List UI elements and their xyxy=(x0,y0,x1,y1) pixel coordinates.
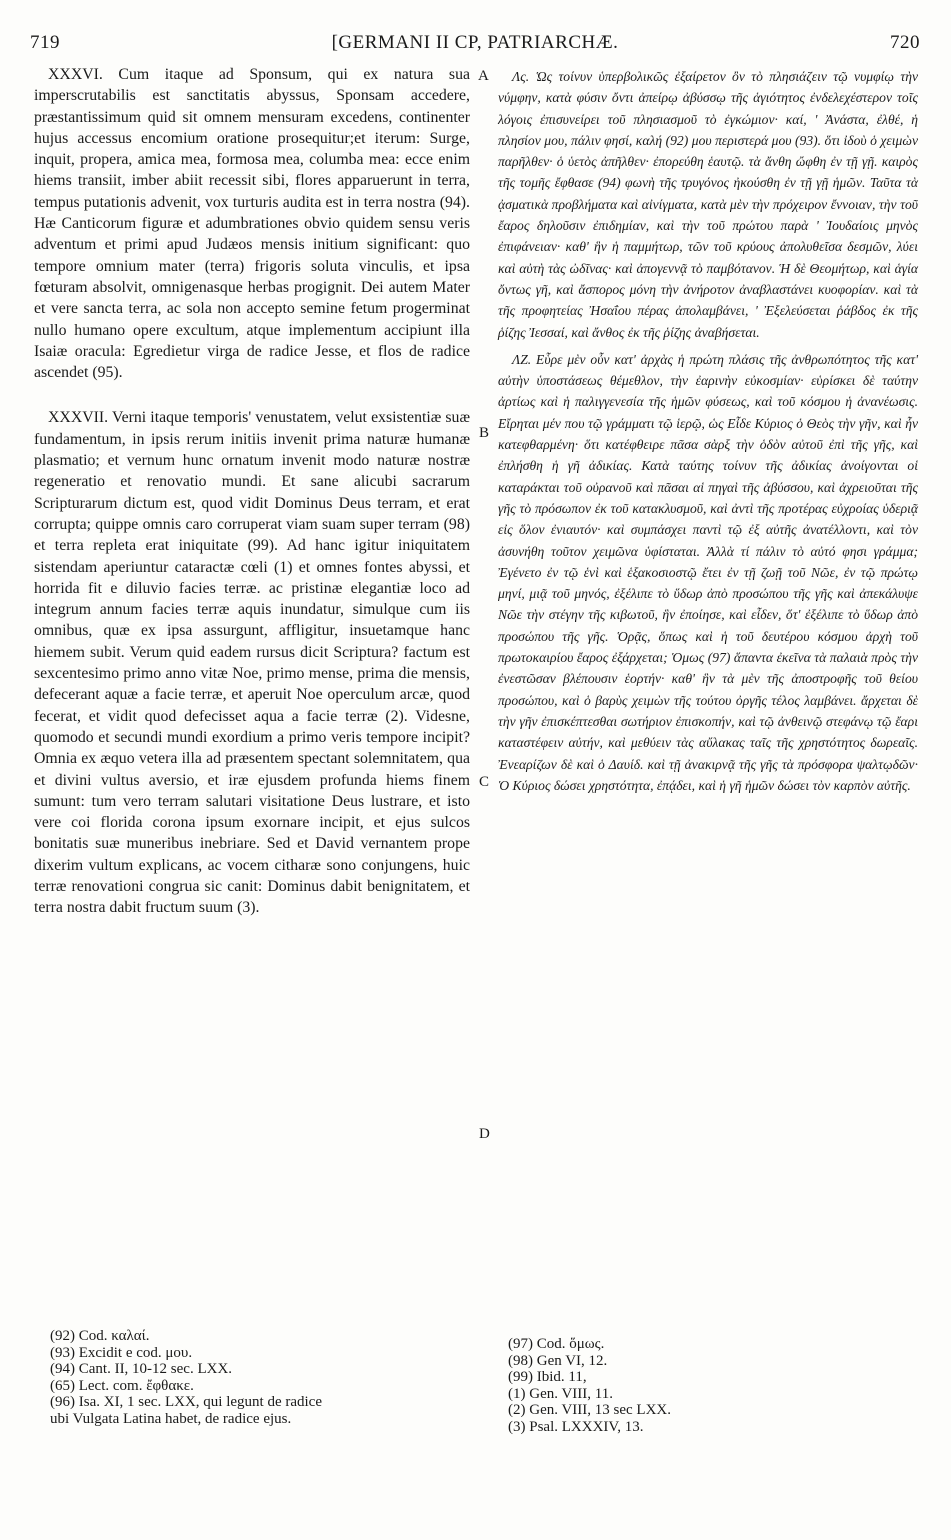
latin-paragraph-36: XXXVI. Cum itaque ad Sponsum, qui ex natura sua imperscrutabilis est sanctitatis abyssus, Sponsam accedere, præstantissimum quid sit omnem mensuram excedens, continenter hujus accessus encomium oratione prosequitur;et iterum: Surge, inquit, propera, amica mea, formosa mea, columba mea: ecce enim hiems transiit, imber abiit recessit sibi, flores apparuerunt in terra, tempus putationis advenit, vox turturis audita est in terra nostra (94). Hæ Canticorum figuræ et adumbrationes obvio quidem sensu veris adventum et primi apud Judæos mensis initium significant: quo tempore omnium mater (terra) frigoris soluta vinculis, et ipsa fœturam absolvit, omnigenasque herbas progignit. Dei autem Mater et vere sancta terra, ac sola non accepto semine fetum progerminat nullo humano opere excultum, atque implementum accipiunt illa Isaiæ oracula: Egredietur virga de radice Jesse, et flos de radice ascendet (95). xyxy=(34,66,470,382)
latin-paragraph-37: XXXVII. Verni itaque temporis' venustatem, velut exsistentiæ suæ fundamentum, in ipsis rerum initiis invenit prima naturæ humanæ plasmatio; et vernum hunc ornatum invenit modo naturæ nostræ regeneratio et renovatio mundi. Et sane alicubi sacrarum Scripturarum dictum est, quod vidit Dominus Deus terram, et erat corrupta; quippe omnis caro corruperat viam suam super terram (98) et terra repleta erat iniquitate (99). Ad hanc igitur iniquitatem sistendam aperiuntur cataractæ cœli (1) et omnes fontes abyssi, et horrida fit e diluvio facies terræ. ac pristinæ elegantiæ loco ad integrum annum facies terræ aquis inundatur, simulque cum iis omnibus, quæ ex ipsa assurgunt, affligitur, insuetamque hanc hiemem subit. Verum quid eadem rursus dicit Scriptura? factum est sexcentesimo primo anno vitæ Noe, primo mense, prima die mensis, defecerant aquæ a facie terræ, et aperuit Noe operculum arcæ, quod fecerat, et vidit quod defecisset aqua a facie terræ (2). Videsne, quomodo et secundi mundi exordium a primo veris tempore incipit? Omnia ex æquo vetera illa ad præsentem spectant solemnitatem, qua et divini vultus aversio, et iræ ejusdem profunda hiems finem sumunt: tum vero terram salutari visitatione Deus lustrare, et isto vere coi florida corona ipsum exornare incipit, et ejus sulcos bonitatis suæ muneribus inebriare. Sed et David vernantem prope dixerim vultum explicans, ac vocem citharæ sono conjungens, huic terræ renovationi congrua sic canit: Dominus dabit benignitatem, et terra nostra dabit fructum suum (3). xyxy=(34,409,470,917)
page-number-left: 719 xyxy=(30,32,60,53)
running-title: [GERMANI II CP, PATRIARCHÆ. xyxy=(331,32,619,53)
margin-letter-b: B xyxy=(479,425,490,441)
footnote: ubi Vulgata Latina habet, de radice ejus. xyxy=(50,1410,292,1427)
footnotes-left xyxy=(50,1328,322,1427)
footnote: (92) Cod. καλαί. xyxy=(50,1328,150,1344)
greek-column xyxy=(498,66,918,796)
running-header xyxy=(30,32,920,58)
margin-letter-a: A xyxy=(478,68,489,84)
greek-paragraph-36: Λς. Ὡς τοίνυν ὑπερβολικῶς ἐξαίρετον ὂν τὸ πλησιάζειν τῷ νυμφίῳ τὴν νύμφην, κατὰ φύσιν ὄντι ἀπείρῳ ἀβύσσῳ τῆς ἁγιότητος ἐνδελεχέστερον τοῖς λόγοις ἐπισυνείρει τοῦ πλησιασμοῦ τὸ ἐγκώμιον· καί, ' Ἀνάστα, ἐλθέ, ἡ πλησίον μου, πάλιν φησί, καλή (92) μου περιστερά μου (93). ὅτι ἰδοὺ ὁ χειμὼν παρῆλθεν· ὁ ὑετὸς ἀπῆλθεν· ἐπορεύθη ἑαυτῷ. τὰ ἄνθη ὤφθη ἐν τῇ γῇ. καιρὸς τῆς τομῆς ἔφθασε (94) φωνὴ τῆς τρυγόνος ἠκούσθη ἐν τῇ γῇ ἡμῶν. Ταῦτα τὰ ᾀσματικὰ προβλήματα καὶ αἰνίγματα, κατὰ μὲν τὴν πρόχειρον ἔννοιαν, τὴν τοῦ ἔαρος δηλοῦσιν ἐπιδημίαν, καὶ τὴν τοῦ πρώτου παρὰ ' Ἰουδαίοις μηνὸς ἐπιφάνειαν· καθ' ἣν ἡ παμμήτωρ, τῶν τοῦ κρύους ἀπολυθεῖσα δεσμῶν, λύει καὶ αὐτὴ τὰς ὠδῖνας· καὶ ἀπογεννᾷ τὸ παμβότανον. Ἡ δὲ Θεομήτωρ, καὶ ἁγία ὄντως γῆ, καὶ ἄσπορος μόνη τὴν ἀνήροτον ἀναβλαστάνει κυοφορίαν. καὶ τὰ τῆς προφητείας Ἠσαΐου πέρας ἀπολαμβάνει, ' Ἐξελεύσεται ῥάβδος ἐκ τῆς ῥίζης Ἰεσσαί, καὶ ἄνθος ἐκ τῆς ῥίζης ἀναβήσεται. xyxy=(498,69,918,340)
margin-letter-d: D xyxy=(479,1126,490,1142)
footnote: (93) Excidit e cod. μου. xyxy=(50,1344,193,1361)
footnotes-right xyxy=(508,1336,671,1435)
greek-paragraph-37: ΛΖ. Εὗρε μὲν οὖν κατ' ἀρχὰς ἡ πρώτη πλάσις τῆς ἀνθρωπότητος τῆς κατ' αὐτὴν ὑποστάσεως θέμεθλον, τὴν ἐαρινὴν εὐκοσμίαν· εὑρίσκει δὲ ταύτην ἀρτίως καὶ ἡ παλιγγενεσία τῆς ἡμῶν φύσεως, καὶ τοῦ κόσμου ἡ ἀνανέωσις. Εἴρηται μέν που τῷ γράμματι τῷ ἱερῷ, ὡς Εἶδε Κύριος ὁ Θεὸς τὴν γῆν, καὶ ἦν κατεφθαρμένη· ὅτι κατέφθειρε πᾶσα σὰρξ τὴν ὁδὸν αὐτοῦ ἐπὶ τῆς γῆς, καὶ ἐπλήσθη ἡ γῆ ἀδικίας. Κατὰ ταύτης τοίνυν τῆς ἀδικίας ἀνοίγονται οἱ καταράκται τοῦ οὐρανοῦ καὶ πᾶσαι αἱ πηγαὶ τῆς ἀβύσσου, καὶ ἀχρειοῦται τῆς γῆς τὸ πρόσωπον ἐκ τοῦ κατακλυσμοῦ, καὶ ἀντὶ τῆς προτέρας εὐχροίας ὑδεριᾷ εἰς ὅλον ἐνιαυτόν· καὶ συμπάσχει παντὶ τῷ ἐξ αὐτῆς ἀνατέλλοντι, καὶ τὸν ἀσυνήθη τοῦτον χειμῶνα ὑφίσταται. Ἀλλὰ τί πάλιν τὸ αὐτό φησι γράμμα; Ἐγένετο ἐν τῷ ἑνὶ καὶ ἑξακοσιοστῷ ἔτει ἐν τῇ ζωῇ τοῦ Νῶε, ἐν τῷ πρώτῳ μηνί, μιᾷ τοῦ μηνός, ἐξέλιπε τὸ ὕδωρ ἀπὸ προσώπου τῆς γῆς καὶ ἀπεκάλυψε Νῶε τὴν στέγην τῆς κιβωτοῦ, ἣν ἐποίησε, καὶ εἶδεν, ὅτ' ἐξέλιπε τὸ ὕδωρ ἀπὸ προσώπου τῆς γῆς. Ὁρᾷς, ὅπως καὶ ἡ τοῦ δευτέρου κόσμου ἀρχὴ τοῦ πρωτοκαιρίου ἔαρος ἐξάρχεται; Ὁμως (97) ἅπαντα ἐκεῖνα τὰ παλαιὰ πρὸς τὴν ἐνεστῶσαν βλέπουσιν ἑορτήν· καθ' ἣν τὰ μὲν τῆς ἀποστροφῆς τοῦ θείου προσώπου, καὶ ὁ βαρὺς χειμὼν τῆς τούτου ὀργῆς τέλος λαμβάνει. ἄρχεται δὲ τὴν γῆν ἐπισκέπτεσθαι σωτήριον ἐπισκοπήν, καὶ τῷ ἀνθεινῷ στεφάνῳ τῷ ἔαρι καταστέφειν αὐτήν, καὶ μεθύειν τὰς αὔλακας ταῖς τῆς χρηστότητος δωρεαῖς. Ἐνεαρίζων δὲ καὶ ὁ Δαυίδ. καὶ τῇ ἀνακιρνᾷ τῆς γῆς τὰ πρόσφορα ψαλτῳδῶν· Ὁ Κύριος δώσει χρηστότητα, ἐπᾴδει, καὶ ἡ γῆ ἡμῶν δώσει τὸν καρπὸν αὐτῆς. xyxy=(498,351,918,793)
footnote: (97) Cod. ὅμως. xyxy=(508,1336,605,1352)
footnote: (99) Ibid. 11, xyxy=(508,1369,587,1385)
footnote: (1) Gen. VIII, 11. xyxy=(508,1385,613,1402)
footnote: (65) Lect. com. ἔφθακε. xyxy=(50,1377,194,1394)
footnote: (98) Gen VI, 12. xyxy=(508,1352,608,1369)
footnote: (3) Psal. LXXXIV, 13. xyxy=(508,1418,644,1435)
latin-column xyxy=(34,64,470,919)
footnote: (2) Gen. VIII, 13 sec LXX. xyxy=(508,1402,672,1418)
page-number-right: 720 xyxy=(890,32,920,53)
margin-letter-c: C xyxy=(479,774,490,790)
footnote: (96) Isa. XI, 1 sec. LXX, qui legunt de radice xyxy=(50,1394,322,1410)
footnote: (94) Cant. II, 10-12 sec. LXX. xyxy=(50,1361,233,1377)
